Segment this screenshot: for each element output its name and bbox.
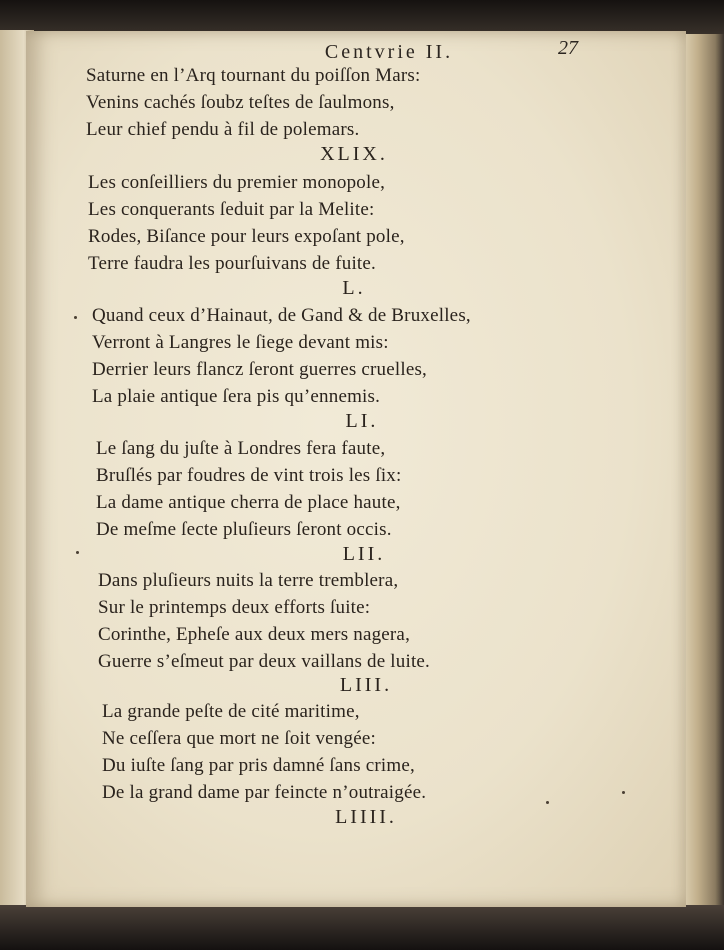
verse-line: Le ſang du juſte à Londres fera faute, <box>96 438 386 459</box>
verse-line: Terre faudra les pourſuivans de fuite. <box>88 253 376 274</box>
verse-line: Verront à Langres le ſiege devant mis: <box>92 332 389 353</box>
verse-line: Les conſeilliers du premier monopole, <box>88 172 386 193</box>
verse-line: Leur chief pendu à fil de polemars. <box>86 119 360 140</box>
quatrain-number: LIII. <box>339 674 393 696</box>
verse-line: Du iuſte ſang par pris damné ſans crime, <box>102 755 415 776</box>
quatrain-number: L. <box>342 277 366 299</box>
verse-line: La plaie antique ſera pis qu’ennemis. <box>92 386 381 407</box>
paper-speck <box>622 791 625 794</box>
verse-line: Venins cachés ſoubz teſtes de ſaulmons, <box>86 92 395 113</box>
verse-line: Dans pluſieurs nuits la terre tremblera, <box>98 570 399 591</box>
quatrain-number: LIIII. <box>335 806 397 828</box>
quatrain-number: LI. <box>345 410 379 432</box>
book-page <box>26 31 686 907</box>
verse-line: Bruſlés par foudres de vint trois les ſix: <box>96 465 402 486</box>
verse-line: Sur le printemps deux efforts ſuite: <box>98 597 371 618</box>
verse-line: De la grand dame par feincte n’outraigée. <box>102 782 427 803</box>
scan-bottom-shadow <box>0 905 724 950</box>
verse-line: Saturne en l’Arq tournant du poiſſon Mars: <box>86 65 421 86</box>
paper-speck <box>76 551 79 554</box>
paper-speck <box>546 801 549 804</box>
verse-line: Quand ceux d’Hainaut, de Gand & de Bruxelles, <box>92 305 471 326</box>
verse-line: Rodes, Biſance pour leurs expoſant pole, <box>88 226 405 247</box>
quatrain-number: XLIX. <box>320 143 388 165</box>
verse-line: Derrier leurs flancz ſeront guerres cruelles, <box>92 359 427 380</box>
quatrain-number: LII. <box>342 543 386 565</box>
verse-line: De meſme ſecte pluſieurs ſeront occis. <box>96 519 392 540</box>
running-title: Centvrie II. <box>324 41 454 63</box>
verse-line: Ne ceſſera que mort ne ſoit vengée: <box>102 728 376 749</box>
page-fore-edge <box>680 34 724 906</box>
verse-line: Les conquerants ſeduit par la Melite: <box>88 199 375 220</box>
page-number: 27 <box>558 37 578 59</box>
paper-speck <box>74 316 77 319</box>
verse-line: La grande peſte de cité maritime, <box>102 701 360 722</box>
verse-line: Corinthe, Epheſe aux deux mers nagera, <box>98 624 411 645</box>
verse-line: Guerre s’eſmeut par deux vaillans de luite. <box>98 651 431 672</box>
verse-line: La dame antique cherra de place haute, <box>96 492 401 513</box>
